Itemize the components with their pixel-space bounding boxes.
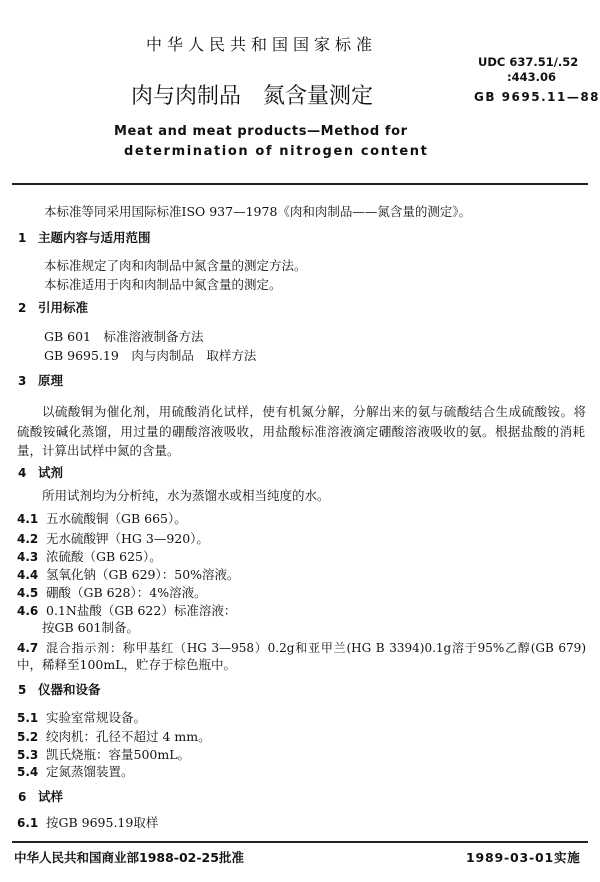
section-4-number: 4 (18, 466, 27, 480)
section-2-number: 2 (18, 301, 27, 315)
reagent-item: 无水硫酸钾（HG 3—920）。 (46, 531, 209, 546)
principle-line: 以硫酸铜为催化剂，用硫酸消化试样，使有机氮分解，分解出来的氨与硫酸结合生成硫酸铵。将 (42, 404, 586, 419)
reagent-item: 氢氧化钠（GB 629）：50%溶液。 (46, 567, 240, 582)
effective-date: 1989-03-01实施 (466, 850, 581, 865)
equipment-item: 定氮蒸馏装置。 (46, 764, 134, 779)
section-1-line: 本标准规定了肉和肉制品中氮含量的测定方法。 (44, 258, 307, 273)
reagent-item: 0.1N盐酸（GB 622）标准溶液： (46, 603, 237, 618)
item-number: 4.5 (17, 586, 39, 600)
item-number: 5.4 (17, 765, 39, 779)
header-rule (12, 183, 588, 185)
udc-code: UDC 637.51/.52 (478, 55, 579, 69)
section-1-heading: 主题内容与适用范围 (38, 230, 151, 245)
section-3-number: 3 (18, 374, 27, 388)
reagent-item-cont: 中，稀释至100mL，贮存于棕色瓶中。 (17, 657, 237, 672)
english-title-line1: Meat and meat products—Method for (114, 124, 408, 139)
reagent-item: 五水硫酸铜（GB 665）。 (46, 511, 187, 526)
approval-line: 中华人民共和国商业部1988-02-25批准 (14, 850, 244, 865)
item-number: 5.3 (17, 748, 39, 762)
item-number: 5.1 (17, 711, 39, 725)
section-1-line: 本标准适用于肉和肉制品中氮含量的测定。 (44, 277, 282, 292)
intro-text: 本标准等同采用国际标准ISO 937—1978《肉和肉制品——氮含量的测定》。 (44, 204, 472, 219)
section-5-number: 5 (18, 683, 27, 697)
issuing-org: 中华人民共和国国家标准 (146, 35, 378, 54)
reagent-item-cont: 按GB 601制备。 (42, 620, 140, 635)
item-number: 6.1 (17, 816, 39, 830)
principle-line: 量，计算出试样中氮的含量。 (17, 443, 180, 458)
section-2-heading: 引用标准 (38, 300, 89, 315)
item-number: 5.2 (17, 730, 39, 744)
footer-rule (12, 841, 588, 843)
section-3-heading: 原理 (38, 373, 64, 388)
section-5-heading: 仪器和设备 (38, 682, 101, 697)
item-number: 4.2 (17, 532, 39, 546)
reagent-intro: 所用试剂均为分析纯，水为蒸馏水或相当纯度的水。 (42, 488, 330, 503)
section-4-heading: 试剂 (38, 465, 64, 480)
equipment-item: 绞肉机：孔径不超过 4 mm。 (46, 729, 211, 744)
reagent-item: 浓硫酸（GB 625）。 (46, 549, 162, 564)
reference-standard: GB 9695.19 肉与肉制品 取样方法 (44, 348, 257, 363)
item-number: 4.3 (17, 550, 39, 564)
principle-line: 硫酸铵碱化蒸馏，用过量的硼酸溶液吸收，用盐酸标准溶液滴定硼酸溶液吸收的氨。根据盐酸的消耗 (17, 424, 585, 439)
item-number: 4.7 (17, 641, 39, 655)
sample-item: 按GB 9695.19取样 (46, 815, 159, 830)
section-1-number: 1 (18, 231, 27, 245)
section-6-number: 6 (18, 790, 27, 804)
udc-code-cont: :443.06 (507, 70, 556, 84)
equipment-item: 凯氏烧瓶：容量500mL。 (46, 747, 191, 762)
item-number: 4.4 (17, 568, 39, 582)
item-number: 4.1 (17, 512, 39, 526)
item-number: 4.6 (17, 604, 39, 618)
english-title-line2: determination of nitrogen content (124, 144, 429, 159)
document-title: 肉与肉制品 氮含量测定 (131, 84, 374, 109)
standard-number: GB 9695.11—88 (474, 90, 600, 104)
section-6-heading: 试样 (38, 789, 64, 804)
reference-standard: GB 601 标准溶液制备方法 (44, 329, 204, 344)
equipment-item: 实验室常规设备。 (46, 710, 147, 725)
reagent-item: 混合指示剂：称甲基红（HG 3—958）0.2g和亚甲兰(HG B 3394)0.1g溶于95%乙醇(GB 679) (46, 641, 586, 655)
reagent-item: 硼酸（GB 628）：4%溶液。 (46, 585, 207, 600)
